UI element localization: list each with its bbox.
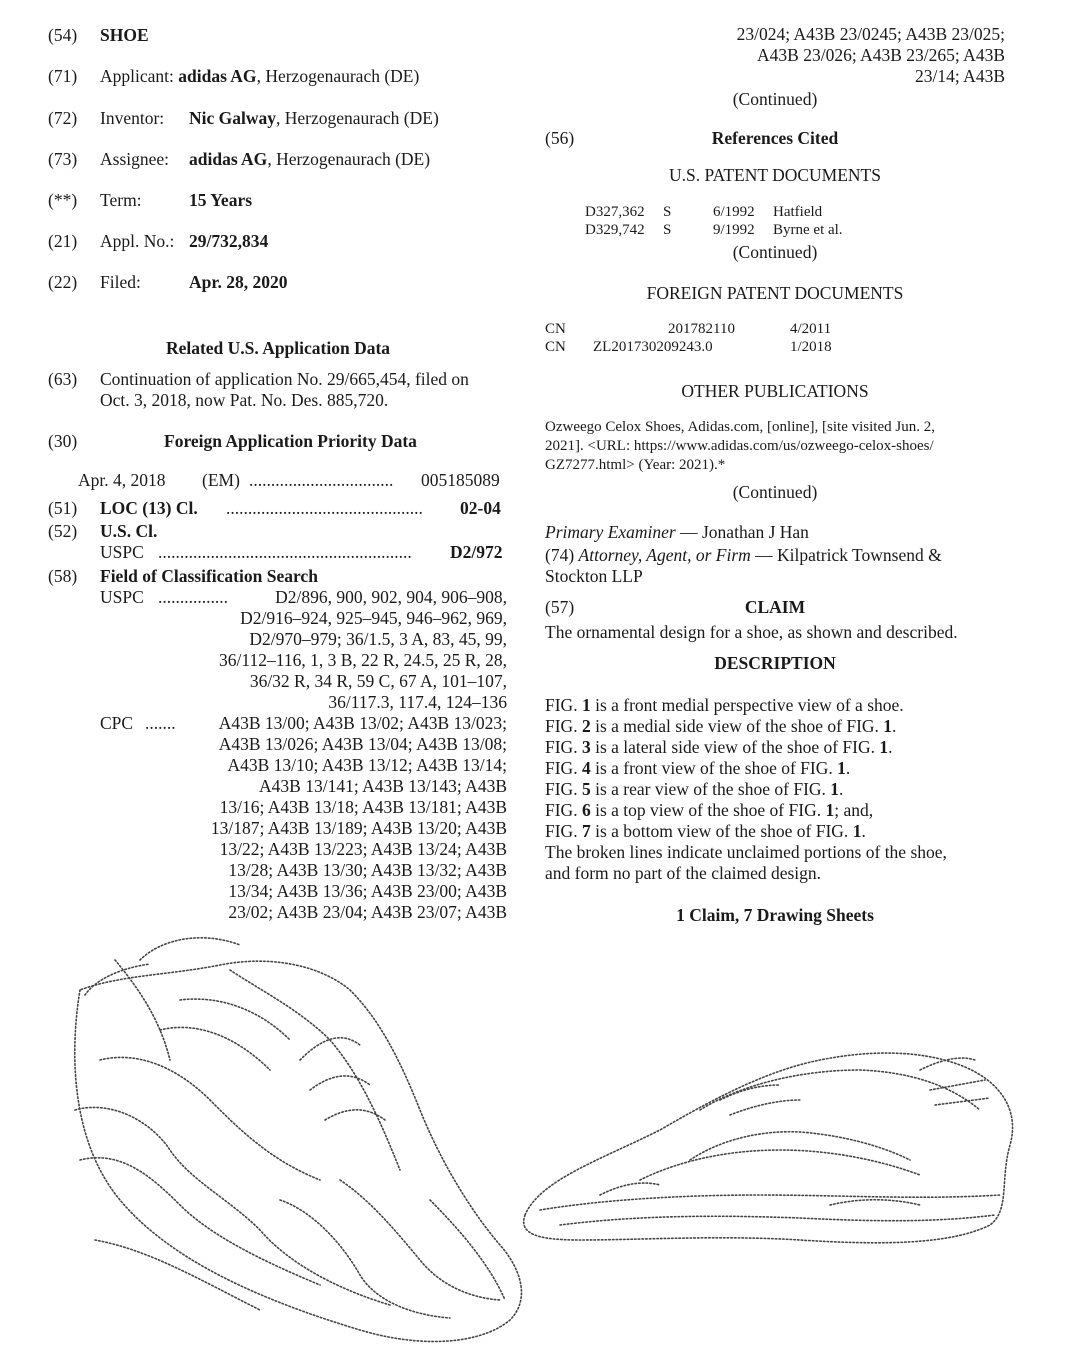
loc-value: 02-04 [460, 498, 501, 518]
field-uspc-line: 36/112–116, 1, 3 B, 22 R, 24.5, 25 R, 28, [219, 650, 507, 670]
applicant-code: (71) [48, 66, 78, 86]
description-line: FIG. 2 is a medial side view of the shoe of FIG. 1. [545, 716, 897, 736]
cpc-continuation-line: 23/14; A43B [915, 66, 1005, 86]
uscl-label: U.S. Cl. [100, 521, 158, 541]
us-doc-name: Hatfield [773, 204, 823, 220]
priority-dots: ................................. [249, 470, 394, 490]
field-uspc-line: D2/896, 900, 902, 904, 906–908, [275, 587, 507, 607]
priority-date: Apr. 4, 2018 [78, 470, 166, 490]
inventor-name: Nic Galway [189, 108, 277, 128]
shoe-drawing-side [524, 1053, 1013, 1243]
loc-label: LOC (13) Cl. [100, 498, 198, 518]
claims-sheets: 1 Claim, 7 Drawing Sheets [676, 905, 874, 925]
other-pubs-heading: OTHER PUBLICATIONS [681, 381, 869, 401]
term-label: Term: [100, 190, 142, 210]
claim-heading: CLAIM [744, 597, 806, 617]
foreign-doc-number: ZL201730209243.0 [593, 339, 713, 355]
filed-code: (22) [48, 272, 78, 292]
examiner-name: — Jonathan J Han [675, 522, 809, 542]
filed-label: Filed: [100, 272, 141, 292]
applicant-label: Applicant: [100, 66, 174, 86]
loc-dots: ............................................. [226, 498, 423, 518]
priority-number: 005185089 [421, 470, 500, 490]
cpc-line: A43B 13/026; A43B 13/04; A43B 13/08; [218, 734, 507, 754]
foreign-doc-country: CN [545, 321, 566, 337]
continuation-line-2: Oct. 3, 2018, now Pat. No. Des. 885,720. [100, 390, 389, 410]
uspc-dots: .......................................................... [158, 542, 412, 562]
filed-value: Apr. 28, 2020 [189, 272, 288, 292]
cpc-label: CPC [100, 713, 134, 733]
cpc-line: 23/02; A43B 23/04; A43B 23/07; A43B [228, 902, 507, 922]
description-heading: DESCRIPTION [714, 653, 836, 673]
cpc-continuation-line: 23/024; A43B 23/0245; A43B 23/025; [736, 24, 1005, 44]
us-doc-date: 9/1992 [713, 222, 755, 238]
cpc-line: A43B 13/10; A43B 13/12; A43B 13/14; [227, 755, 507, 775]
field-uspc-dots: ................ [158, 587, 228, 607]
foreign-priority-code: (30) [48, 431, 78, 451]
shoe-drawing-perspective [75, 938, 522, 1342]
foreign-doc-date: 1/2018 [790, 339, 832, 355]
uspc-label: USPC [100, 542, 144, 562]
applicant-name: adidas AG [178, 66, 257, 86]
broken-lines-note: The broken lines indicate unclaimed portions of the shoe, [545, 842, 947, 862]
uscl-code: (52) [48, 521, 78, 541]
assignee-location: , Herzogenaurach (DE) [267, 149, 431, 169]
us-doc-name: Byrne et al. [773, 222, 843, 238]
patent-title: SHOE [100, 25, 149, 45]
priority-office: (EM) [202, 470, 240, 490]
field-uspc-line: D2/916–924, 925–945, 946–962, 969, [240, 608, 507, 628]
field-uspc-line: 36/32 R, 34 R, 59 C, 67 A, 101–107, [249, 671, 507, 691]
us-doc-kind: S [663, 204, 672, 220]
description-line: FIG. 7 is a bottom view of the shoe of FIG. 1. [545, 821, 866, 841]
continued-note: (Continued) [732, 482, 818, 502]
cpc-line: A43B 13/00; A43B 13/02; A43B 13/023; [218, 713, 507, 733]
cpc-line: 13/187; A43B 13/189; A43B 13/20; A43B [210, 818, 507, 838]
title-code: (54) [48, 25, 78, 45]
cpc-continuation-line: A43B 23/026; A43B 23/265; A43B [757, 45, 1005, 65]
cpc-line: 13/28; A43B 13/30; A43B 13/32; A43B [228, 860, 507, 880]
continuation-line-1: Continuation of application No. 29/665,454, filed on [100, 369, 469, 389]
attorney-code: (74) [545, 545, 575, 565]
appl-value: 29/732,834 [189, 231, 269, 251]
attorney-label: Attorney, Agent, or Firm [578, 545, 751, 565]
field-uspc-label: USPC [100, 587, 144, 607]
description-line: FIG. 3 is a lateral side view of the shoe of FIG. 1. [545, 737, 893, 757]
foreign-doc-country: CN [545, 339, 566, 355]
description-line: FIG. 1 is a front medial perspective view of a shoe. [545, 695, 904, 715]
field-uspc-line: 36/117.3, 117.4, 124–136 [328, 692, 507, 712]
description-line: FIG. 4 is a front view of the shoe of FIG. 1. [545, 758, 851, 778]
field-code: (58) [48, 566, 78, 586]
foreign-docs-heading: FOREIGN PATENT DOCUMENTS [646, 283, 904, 303]
us-doc-number: D329,742 [585, 222, 645, 238]
description-line: FIG. 6 is a top view of the shoe of FIG. 1; and, [545, 800, 874, 820]
continued-note: (Continued) [732, 242, 818, 262]
other-pub-line: GZ7277.html> (Year: 2021).* [545, 457, 726, 473]
term-value: 15 Years [189, 190, 253, 210]
appl-label: Appl. No.: [100, 231, 175, 251]
foreign-doc-number: 201782110 [668, 321, 735, 337]
attorney-name-continued: Stockton LLP [545, 566, 643, 586]
term-code: (**) [48, 190, 78, 210]
us-doc-date: 6/1992 [713, 204, 755, 220]
uspc-value: D2/972 [450, 542, 503, 562]
assignee-name: adidas AG [189, 149, 268, 169]
us-doc-kind: S [663, 222, 672, 238]
other-pub-line: Ozweego Celox Shoes, Adidas.com, [online], [site visited Jun. 2, [545, 419, 935, 435]
claim-text: The ornamental design for a shoe, as shown and described. [545, 622, 958, 642]
other-pub-line: 2021]. <URL: https://www.adidas.com/us/ozweego-celox-shoes/ [545, 438, 934, 454]
inventor-code: (72) [48, 108, 78, 128]
cpc-line: 13/34; A43B 13/36; A43B 23/00; A43B [228, 881, 507, 901]
attorney-name: — Kilpatrick Townsend & [750, 545, 942, 565]
broken-lines-note: and form no part of the claimed design. [545, 863, 822, 883]
description-line: FIG. 5 is a rear view of the shoe of FIG. 1. [545, 779, 844, 799]
continuation-code: (63) [48, 369, 78, 389]
inventor-label: Inventor: [100, 108, 165, 128]
examiner-label: Primary Examiner [545, 522, 676, 542]
claim-code: (57) [545, 597, 575, 617]
cpc-line: 13/16; A43B 13/18; A43B 13/181; A43B [219, 797, 507, 817]
applicant-location: , Herzogenaurach (DE) [256, 66, 420, 86]
cpc-line: A43B 13/141; A43B 13/143; A43B [259, 776, 507, 796]
field-uspc-line: D2/970–979; 36/1.5, 3 A, 83, 45, 99, [249, 629, 507, 649]
cpc-dots: ....... [145, 713, 176, 733]
us-docs-heading: U.S. PATENT DOCUMENTS [669, 165, 881, 185]
references-heading: References Cited [711, 128, 839, 148]
field-label: Field of Classification Search [100, 566, 318, 586]
related-heading: Related U.S. Application Data [165, 338, 391, 358]
inventor-location: , Herzogenaurach (DE) [276, 108, 439, 128]
foreign-doc-date: 4/2011 [790, 321, 832, 337]
foreign-priority-heading: Foreign Application Priority Data [164, 431, 417, 451]
us-doc-number: D327,362 [585, 204, 645, 220]
loc-code: (51) [48, 498, 78, 518]
references-code: (56) [545, 128, 575, 148]
cpc-line: 13/22; A43B 13/223; A43B 13/24; A43B [219, 839, 507, 859]
assignee-label: Assignee: [100, 149, 170, 169]
appl-code: (21) [48, 231, 78, 251]
continued-note: (Continued) [732, 89, 818, 109]
assignee-code: (73) [48, 149, 78, 169]
